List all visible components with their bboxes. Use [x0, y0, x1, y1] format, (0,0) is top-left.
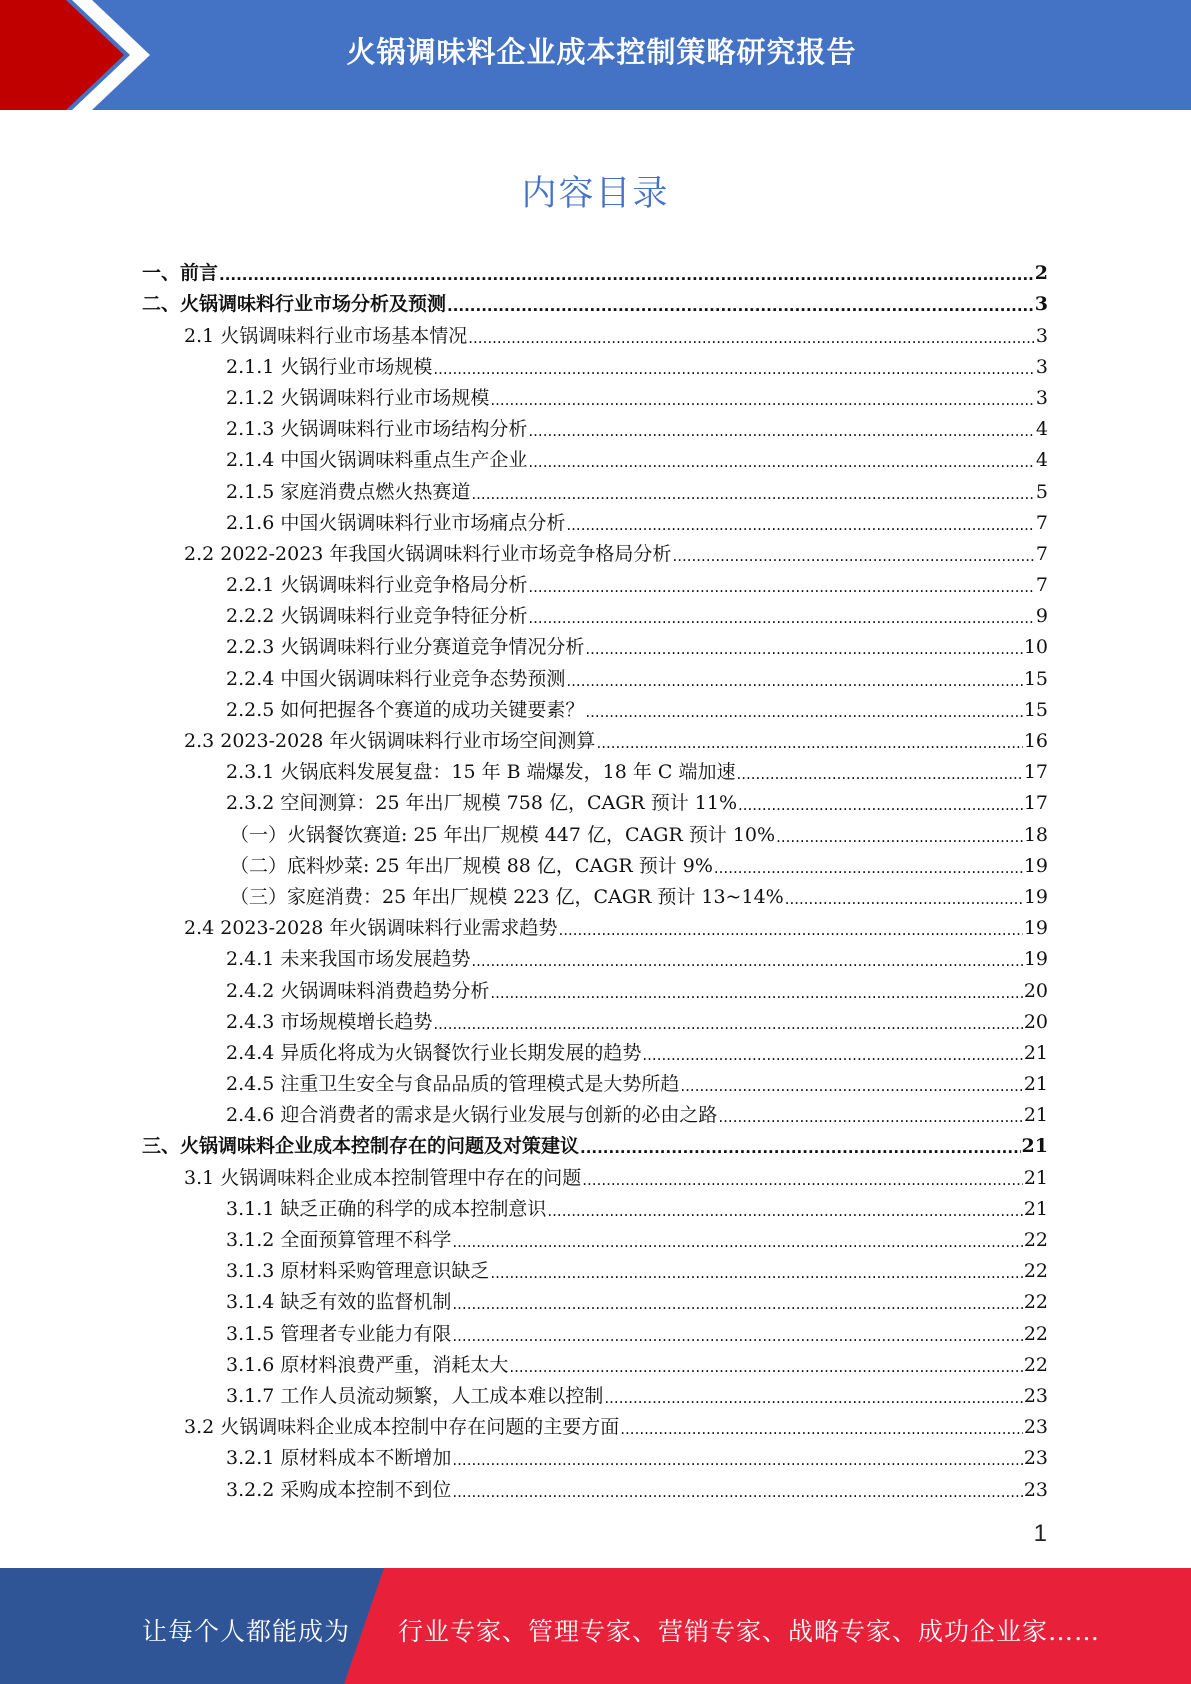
toc-entry[interactable] [142, 410, 1048, 441]
toc-dot-leader [776, 827, 1023, 847]
toc-entry-title: 一、前言 [142, 262, 219, 285]
toc-entry-page: 22 [1023, 1291, 1048, 1314]
toc-entry-page: 23 [1023, 1478, 1048, 1501]
toc-entry[interactable] [142, 1065, 1048, 1096]
toc-entry-page: 21 [1021, 1135, 1048, 1158]
toc-entry[interactable] [142, 1221, 1048, 1252]
toc-entry-title: 3.1.5 管理者专业能力有限 [226, 1322, 452, 1345]
toc-entry-title: 3.2.1 原材料成本不断增加 [226, 1447, 452, 1470]
toc-entry-page: 22 [1023, 1353, 1048, 1376]
toc-entry-page: 21 [1023, 1073, 1048, 1096]
toc-entry-title: 3.1.2 全面预算管理不科学 [226, 1229, 452, 1251]
toc-entry-title: 3.2 火锅调味料企业成本控制中存在问题的主要方面 [184, 1416, 620, 1439]
toc-entry-page: 3 [1035, 324, 1048, 347]
table-of-contents [142, 254, 1048, 1502]
toc-entry-page: 22 [1023, 1229, 1048, 1251]
toc-dot-leader [528, 577, 1035, 597]
toc-dot-leader [580, 1138, 1021, 1158]
toc-entry-page: 23 [1023, 1447, 1048, 1470]
toc-dot-leader [447, 296, 1034, 316]
toc-dot-leader [642, 1045, 1022, 1065]
toc-entry[interactable] [142, 971, 1048, 1002]
toc-dot-leader [509, 1357, 1022, 1377]
toc-dot-leader [566, 671, 1022, 691]
toc-entry[interactable] [142, 691, 1048, 722]
toc-entry[interactable] [142, 504, 1048, 535]
toc-entry-page: 16 [1023, 730, 1048, 752]
toc-entry[interactable] [142, 1190, 1048, 1221]
toc-entry[interactable] [142, 285, 1048, 316]
toc-dot-leader [585, 639, 1022, 659]
toc-entry-page: 22 [1023, 1322, 1048, 1345]
toc-entry[interactable] [142, 1346, 1048, 1377]
toc-entry[interactable] [142, 847, 1048, 878]
toc-entry-title: 三、火锅调味料企业成本控制存在的问题及对策建议 [142, 1135, 580, 1158]
toc-entry-title: 2.2.2 火锅调味料行业竞争特征分析 [226, 605, 528, 628]
toc-dot-leader [219, 265, 1034, 285]
toc-entry-page: 3 [1034, 293, 1048, 316]
toc-entry-title: 2.3.2 空间测算：25 年出厂规模 758 亿，CAGR 预计 11% [226, 792, 737, 815]
toc-dot-leader [620, 1419, 1023, 1439]
toc-entry[interactable] [142, 878, 1048, 909]
toc-entry-title: 2.4.6 迎合消费者的需求是火锅行业发展与创新的必由之路 [226, 1104, 718, 1127]
toc-dot-leader [604, 1388, 1022, 1408]
toc-dot-leader [490, 390, 1035, 410]
toc-entry[interactable] [142, 1439, 1048, 1470]
toc-dot-leader [566, 515, 1035, 535]
toc-entry[interactable] [142, 566, 1048, 597]
toc-entry-page: 19 [1023, 917, 1048, 940]
toc-entry-title: 2.1 火锅调味料行业市场基本情况 [184, 324, 468, 347]
toc-entry[interactable] [142, 1377, 1048, 1408]
toc-entry-title: （三）家庭消费：25 年出厂规模 223 亿，CAGR 预计 13~14% [230, 885, 784, 908]
toc-entry[interactable] [142, 597, 1048, 628]
toc-entry[interactable] [142, 659, 1048, 690]
toc-entry-page: 5 [1035, 480, 1048, 503]
toc-entry-page: 19 [1023, 885, 1048, 908]
header-title: 火锅调味料企业成本控制策略研究报告 [346, 35, 857, 69]
toc-entry-page: 22 [1023, 1260, 1048, 1283]
toc-entry-page: 3 [1035, 355, 1048, 378]
toc-entry-page: 7 [1035, 511, 1048, 534]
toc-dot-leader [585, 702, 1022, 722]
footer-band [0, 1568, 1191, 1684]
toc-entry-title: 2.4.3 市场规模增长趋势 [226, 1010, 433, 1033]
toc-entry-title: 2.4.5 注重卫生安全与食品品质的管理模式是大势所趋 [226, 1073, 680, 1096]
toc-entry-title: 3.1.4 缺乏有效的监督机制 [226, 1291, 452, 1314]
toc-dot-leader [490, 1263, 1022, 1283]
toc-entry-title: 2.2.4 中国火锅调味料行业竞争态势预测 [226, 667, 566, 690]
toc-dot-leader [490, 983, 1022, 1003]
header-band [0, 0, 1191, 110]
toc-entry-title: 2.4 2023-2028 年火锅调味料行业需求趋势 [184, 917, 558, 940]
toc-dot-leader [433, 359, 1035, 379]
toc-entry-page: 21 [1023, 1041, 1048, 1064]
toc-entry[interactable] [142, 1158, 1048, 1189]
toc-entry-title: 2.2.1 火锅调味料行业竞争格局分析 [226, 574, 528, 597]
toc-dot-leader [558, 920, 1022, 940]
toc-entry-page: 2 [1034, 262, 1048, 285]
toc-entry-title: 3.1.3 原材料采购管理意识缺乏 [226, 1260, 490, 1283]
toc-entry-page: 15 [1023, 667, 1048, 690]
toc-entry[interactable] [142, 1283, 1048, 1314]
toc-entry-title: 2.3 2023-2028 年火锅调味料行业市场空间测算 [184, 730, 596, 752]
toc-entry-title: 2.1.4 中国火锅调味料重点生产企业 [226, 449, 528, 472]
toc-entry-title: 3.2.2 采购成本控制不到位 [226, 1478, 452, 1501]
toc-entry-title: 2.4.2 火锅调味料消费趋势分析 [226, 979, 490, 1002]
toc-entry-title: （一）火锅餐饮赛道: 25 年出厂规模 447 亿，CAGR 预计 10% [230, 823, 776, 846]
toc-entry-page: 20 [1023, 1010, 1048, 1033]
toc-entry[interactable] [142, 722, 1048, 753]
toc-entry-title: 二、火锅调味料行业市场分析及预测 [142, 293, 447, 316]
toc-dot-leader [452, 1326, 1022, 1346]
toc-entry-title: （二）底料炒菜: 25 年出厂规模 88 亿，CAGR 预计 9% [230, 854, 713, 877]
toc-entry-page: 23 [1023, 1384, 1048, 1407]
toc-entry[interactable] [142, 1127, 1048, 1158]
toc-entry[interactable] [142, 815, 1048, 846]
toc-dot-leader [582, 1170, 1023, 1190]
toc-entry-title: 2.4.1 未来我国市场发展趋势 [226, 948, 471, 971]
toc-entry-page: 7 [1035, 542, 1048, 565]
toc-entry-title: 2.1.3 火锅调味料行业市场结构分析 [226, 418, 528, 441]
toc-entry-page: 17 [1023, 761, 1048, 784]
toc-entry[interactable] [142, 348, 1048, 379]
page-number: 1 [1033, 1520, 1047, 1547]
toc-entry[interactable] [142, 909, 1048, 940]
toc-entry[interactable] [142, 1252, 1048, 1283]
toc-dot-leader [528, 421, 1035, 441]
toc-dot-leader [736, 764, 1022, 784]
toc-entry-page: 21 [1023, 1197, 1048, 1220]
toc-entry[interactable] [142, 1096, 1048, 1127]
toc-entry-title: 3.1.6 原材料浪费严重，消耗太大 [226, 1353, 509, 1376]
toc-dot-leader [528, 452, 1035, 472]
toc-entry-title: 3.1.1 缺乏正确的科学的成本控制意识 [226, 1197, 547, 1220]
toc-entry-title: 2.1.1 火锅行业市场规模 [226, 355, 433, 378]
toc-dot-leader [468, 328, 1035, 348]
toc-entry-title: 2.3.1 火锅底料发展复盘：15 年 B 端爆发，18 年 C 端加速 [226, 761, 736, 784]
toc-dot-leader [547, 1201, 1022, 1221]
toc-entry[interactable] [142, 535, 1048, 566]
toc-entry-page: 23 [1023, 1416, 1048, 1439]
toc-entry-title: 2.4.4 异质化将成为火锅餐饮行业长期发展的趋势 [226, 1041, 642, 1064]
toc-entry[interactable] [142, 1034, 1048, 1065]
toc-dot-leader [528, 608, 1035, 628]
footer-slogan-right: 行业专家、管理专家、营销专家、战略专家、成功企业家…… [398, 1617, 1101, 1646]
toc-entry-page: 21 [1023, 1166, 1048, 1189]
toc-entry[interactable] [142, 940, 1048, 971]
toc-entry-page: 19 [1023, 854, 1048, 877]
toc-entry-title: 2.1.2 火锅调味料行业市场规模 [226, 386, 490, 409]
toc-entry-title: 2.1.5 家庭消费点燃火热赛道 [226, 480, 471, 503]
toc-entry-page: 20 [1023, 979, 1048, 1002]
toc-entry-page: 15 [1023, 698, 1048, 721]
toc-dot-leader [596, 733, 1022, 753]
toc-entry[interactable] [142, 316, 1048, 347]
toc-dot-leader [680, 1076, 1022, 1096]
toc-title: 内容目录 [521, 174, 670, 214]
toc-entry[interactable] [142, 784, 1048, 815]
toc-entry-page: 9 [1035, 605, 1048, 628]
toc-dot-leader [452, 1294, 1022, 1314]
toc-dot-leader [714, 858, 1023, 878]
toc-entry-page: 10 [1023, 636, 1048, 659]
toc-entry[interactable] [142, 1314, 1048, 1345]
toc-entry[interactable] [142, 1003, 1048, 1034]
toc-entry-title: 2.2 2022-2023 年我国火锅调味料行业市场竞争格局分析 [184, 542, 672, 565]
toc-dot-leader [452, 1232, 1022, 1252]
toc-entry-title: 2.2.3 火锅调味料行业分赛道竞争情况分析 [226, 636, 585, 659]
toc-entry-title: 3.1.7 工作人员流动频繁，人工成本难以控制 [226, 1384, 604, 1407]
toc-dot-leader [785, 889, 1023, 909]
toc-entry-title: 2.1.6 中国火锅调味料行业市场痛点分析 [226, 511, 566, 534]
footer-slogan-left: 让每个人都能成为 [142, 1617, 351, 1646]
toc-entry[interactable] [142, 628, 1048, 659]
toc-entry-title: 3.1 火锅调味料企业成本控制管理中存在的问题 [184, 1166, 582, 1189]
toc-entry-page: 17 [1023, 792, 1048, 815]
toc-entry-page: 4 [1035, 418, 1048, 441]
toc-entry[interactable] [142, 753, 1048, 784]
toc-entry[interactable] [142, 1470, 1048, 1501]
toc-dot-leader [738, 795, 1023, 815]
toc-entry[interactable] [142, 254, 1048, 285]
toc-entry[interactable] [142, 379, 1048, 410]
toc-entry-page: 7 [1035, 574, 1048, 597]
toc-dot-leader [471, 484, 1035, 504]
toc-dot-leader [452, 1482, 1022, 1502]
toc-dot-leader [718, 1107, 1022, 1127]
toc-entry-page: 18 [1023, 823, 1048, 846]
toc-dot-leader [452, 1450, 1022, 1470]
toc-entry-page: 21 [1023, 1104, 1048, 1127]
toc-entry-page: 3 [1035, 386, 1048, 409]
toc-dot-leader [433, 1014, 1022, 1034]
toc-entry[interactable] [142, 472, 1048, 503]
toc-entry-title: 2.2.5 如何把握各个赛道的成功关键要素？ [226, 698, 585, 721]
toc-entry-page: 4 [1035, 449, 1048, 472]
toc-dot-leader [672, 546, 1034, 566]
toc-entry-page: 19 [1023, 948, 1048, 971]
toc-entry[interactable] [142, 1408, 1048, 1439]
toc-entry[interactable] [142, 441, 1048, 472]
toc-dot-leader [471, 951, 1022, 971]
